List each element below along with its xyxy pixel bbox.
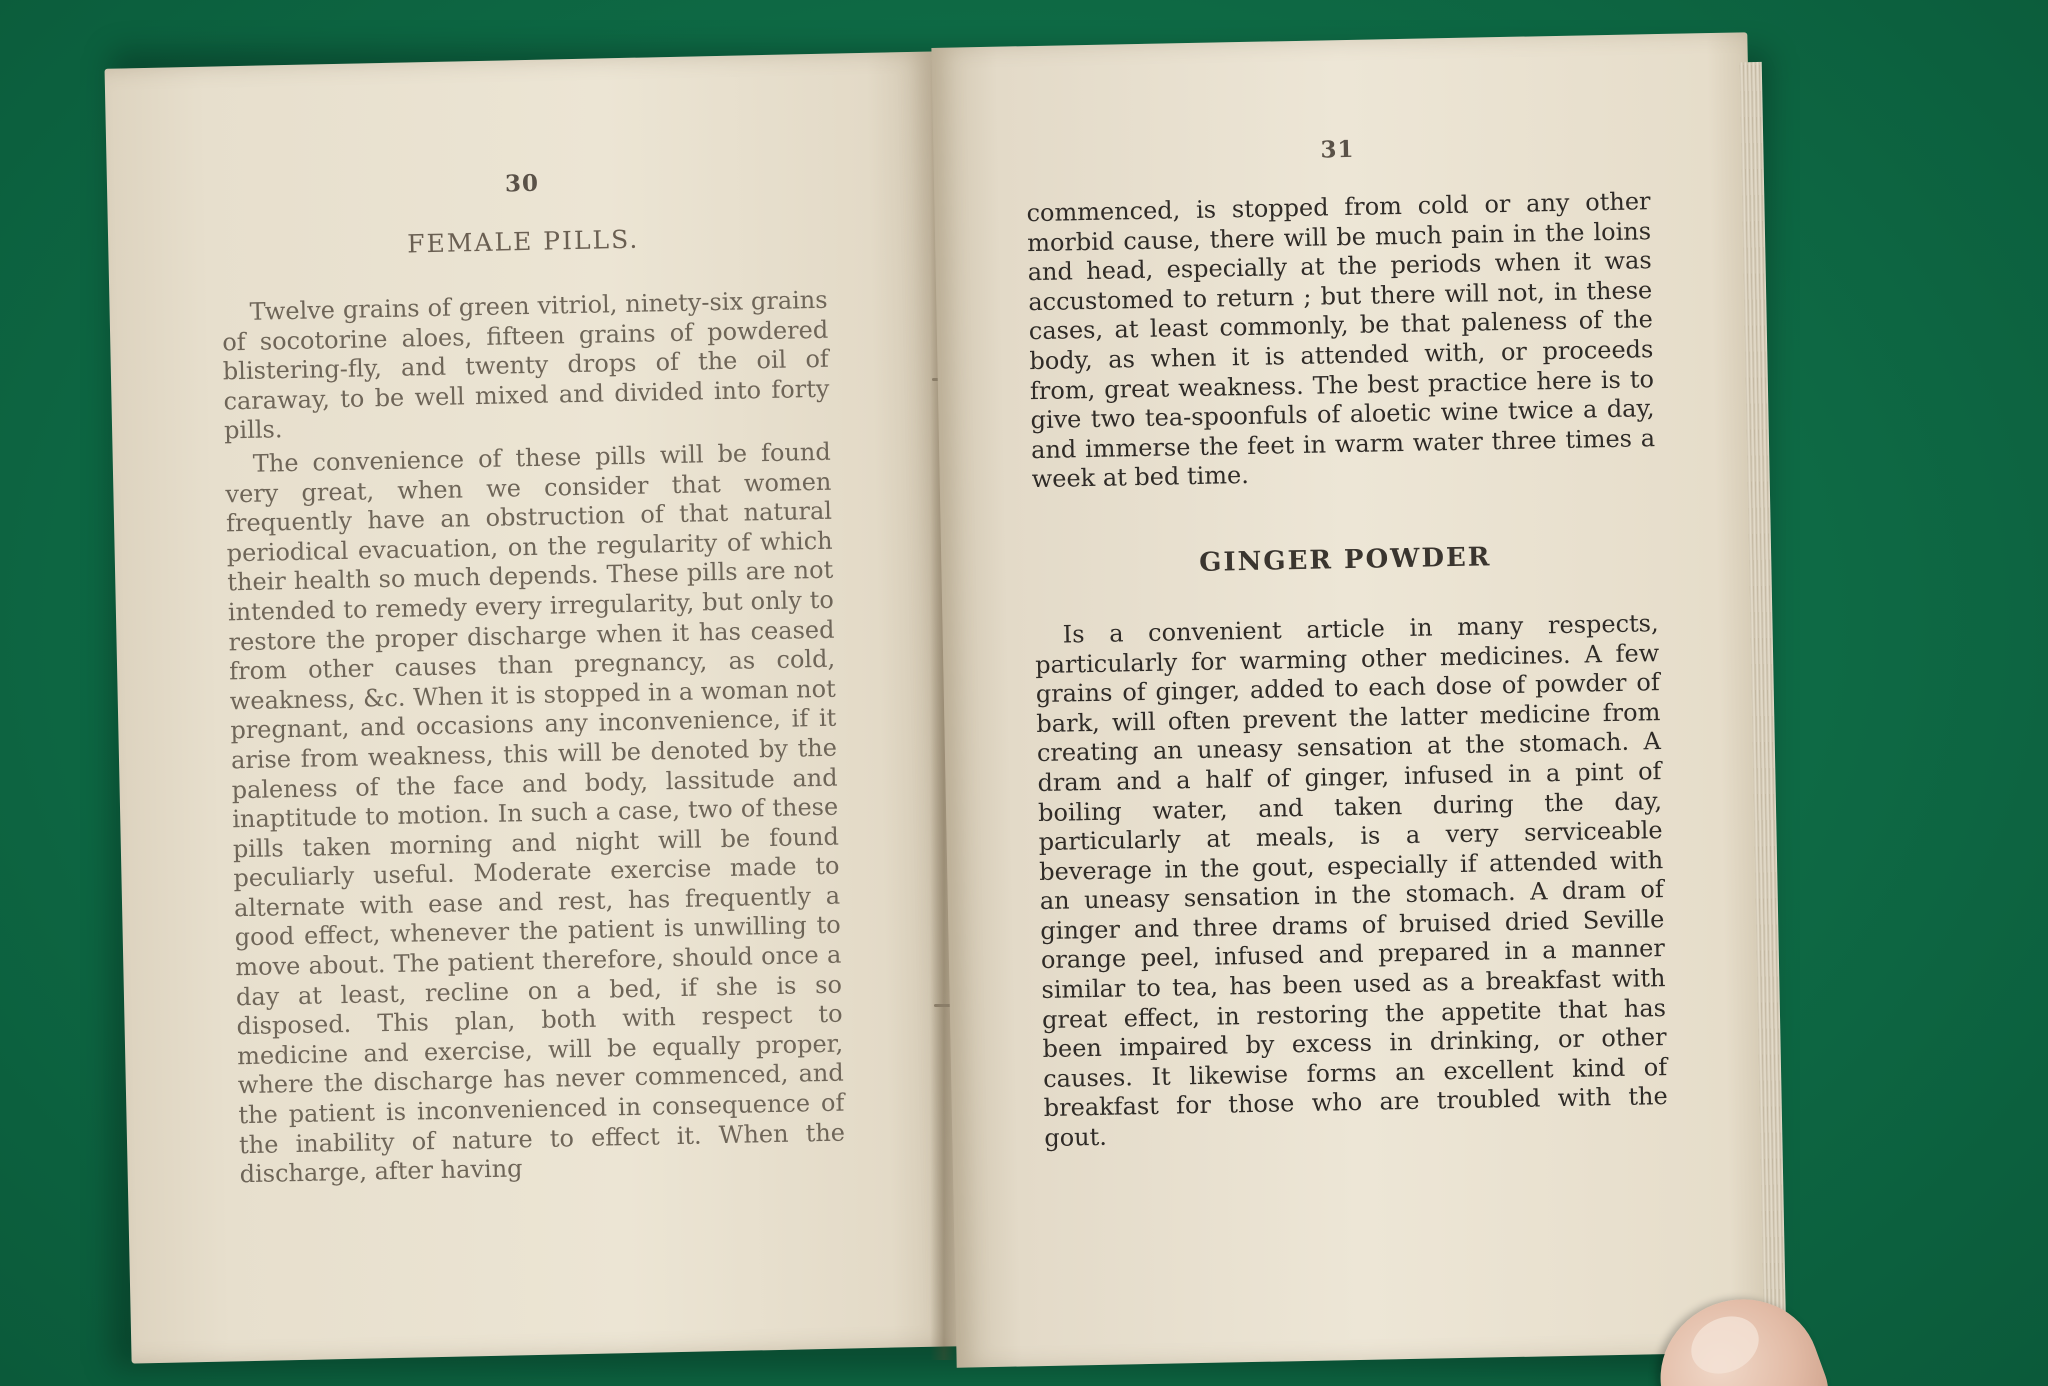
right-page [931, 32, 1772, 1367]
left-page [105, 51, 960, 1363]
female-pills-title: FEMALE PILLS. [406, 224, 640, 259]
ginger-powder-title: GINGER POWDER [1198, 542, 1492, 578]
left-paragraph-1: Twelve grains of green vitriol, ninety-six grains of socotorine aloes, fifteen grains of powdered blistering-fly, and twenty drops of the oil of caraway, to be well mixed and divided into forty pills. [221, 285, 830, 445]
right-continuation-paragraph: commenced, is stopped from cold or any other morbid cause, there will be much pain in the loins and head, especially at the periods when it was accustomed to return ; but there will not, in these cases, at least commonly, be that paleness of the body, as when it is attended with, or proceeds from, great weakness. The best practice here is to give two tea-spoonfuls of aloetic wine twice a day, and immerse the feet in warm water three times a week at bed time. [1026, 187, 1656, 494]
left-page-number: 30 [504, 169, 540, 198]
right-page-number: 31 [1320, 135, 1355, 164]
left-paragraph-2: The convenience of these pills will be found very great, when we consider that women frequently have an obstruction of that natural periodical evacuation, on the regularity of which their health so much depends. These pills are not intended to remedy every irregularity, but only to restore the proper discharge when it has ceased from other causes than pregnancy, as cold, weakness, &c. When it is stopped in a woman not pregnant, and occasions any inconvenience, if it arise from weakness, this will be denoted by the paleness of the face and body, lassitude and inaptitude to motion. In such a case, two of these pills taken morning and night will be found peculiarly useful. Moderate exercise made to alternate with ease and rest, has frequently a good effect, whenever the patient is unwilling to move about. The patient therefore, should once a day at least, recline on a bed, if she is so disposed. This plan, both with respect to medicine and exercise, will be equally proper, where the discharge has never commenced, and the patient is inconvenienced in consequence of the inability of nature to effect it. When the discharge, after having [225, 437, 846, 1189]
right-paragraph-1: Is a convenient article in many respects, particularly for warming other medicines. A few grains of ginger, added to each dose of powder of bark, will often prevent the latter medicine from creating an uneasy sensation at the stomach. A dram and a half of ginger, infused in a pint of boiling water, and taken during the day, particularly at meals, is a very serviceable beverage in the gout, especially if attended with an uneasy sensation in the stomach. A dram of ginger and three drams of bruised dried Seville orange peel, infused and prepared in a manner similar to tea, has been used as a breakfast with great effect, in restoring the appetite that has been impaired by excess in drinking, or other causes. It likewise forms an excellent kind of breakfast for those who are troubled with the gout. [1034, 609, 1668, 1153]
